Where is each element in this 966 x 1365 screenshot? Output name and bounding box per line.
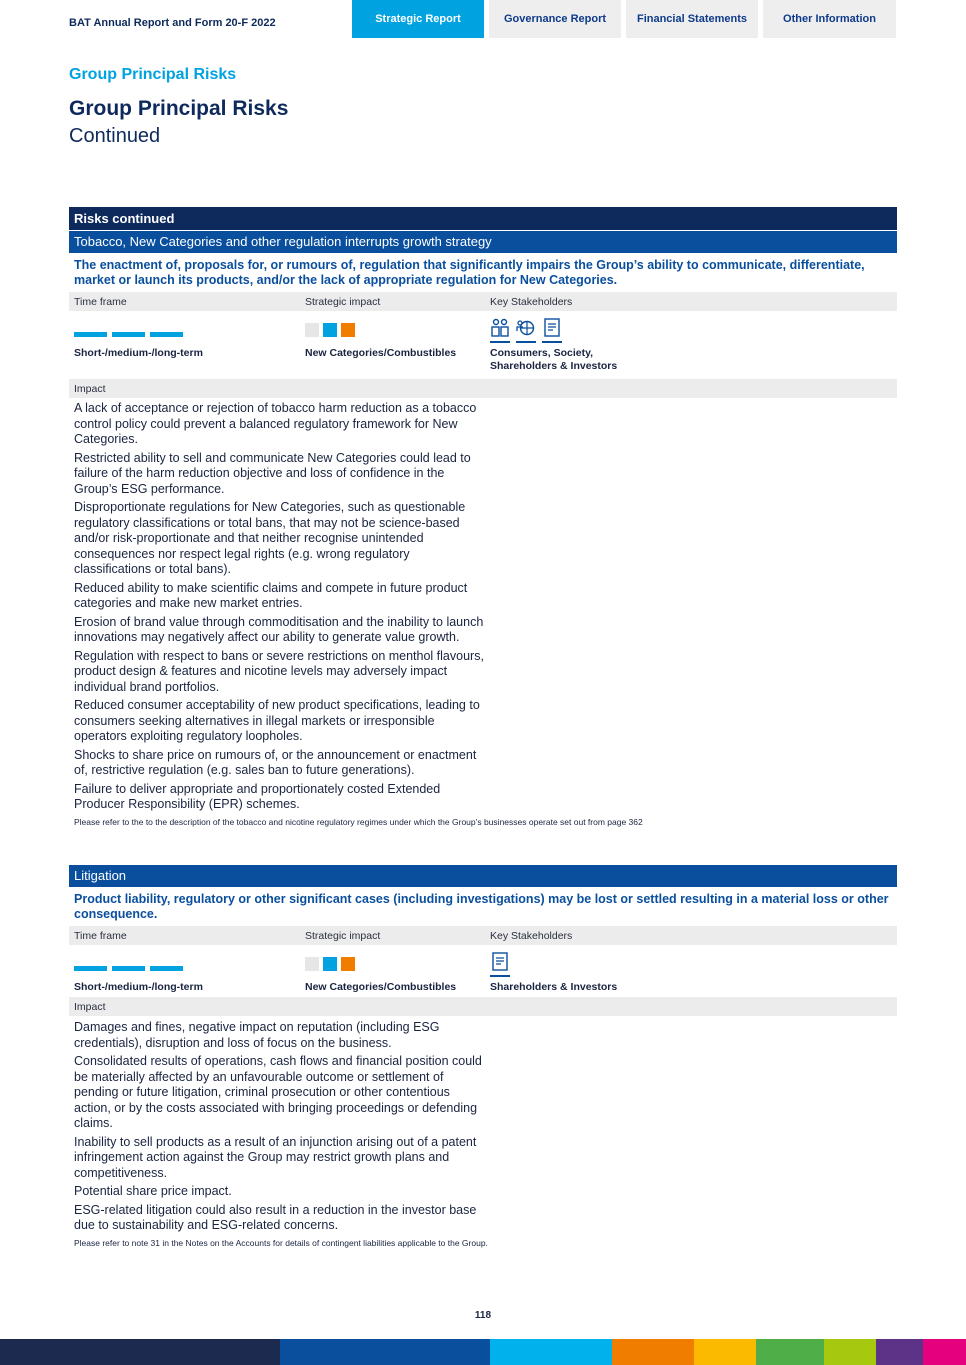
impact-label: Impact bbox=[74, 1000, 106, 1013]
impact-item: A lack of acceptance or rejection of tobacco harm reduction as a tobacco control policy could prevent a balanced regulatory framework for New Categories. bbox=[74, 401, 477, 446]
stripe-segment bbox=[0, 1339, 280, 1365]
impact-label: Impact bbox=[74, 382, 106, 395]
attributes-value-row bbox=[69, 343, 897, 373]
impact-square-grey bbox=[305, 957, 319, 971]
strategic-impact-value: New Categories/Combustibles bbox=[305, 981, 457, 993]
attributes-icon-row bbox=[69, 945, 897, 977]
footer-color-stripe bbox=[0, 1339, 966, 1365]
risk-block-litigation bbox=[69, 865, 897, 1248]
impact-item: Restricted ability to sell and communicate New Categories could lead to failure of the harm reduction objective and loss of confidence in the Group’s ESG performance. bbox=[74, 450, 471, 496]
impact-item: Failure to deliver appropriate and proportionately costed Extended Producer Responsibility (EPR) schemes. bbox=[74, 781, 441, 811]
section-label: Group Principal Risks bbox=[69, 66, 237, 83]
risk-statement: Product liability, regulatory or other significant cases (including investigations) may be lost or settled resulting in a material loss or other consequence. bbox=[74, 892, 889, 921]
impact-item: Consolidated results of operations, cash flows and financial position could be materially affected by an unfavourable outcome or settlement of pending or future litigation, criminal prosecution or other contentious action, or by the costs associated with bringing proceedings or defending claims. bbox=[74, 1054, 482, 1130]
stripe-segment bbox=[824, 1339, 876, 1365]
stripe-segment bbox=[280, 1339, 490, 1365]
time-frame-value: Short-/medium-/long-term bbox=[74, 347, 203, 359]
regulation-note: Please refer to the to the description of the tobacco and nicotine regulatory regimes under which the Group’s businesses operate set out from page 362 bbox=[74, 816, 643, 827]
attributes-value-row bbox=[69, 977, 897, 994]
long-term-bar bbox=[150, 332, 183, 337]
page-number: 118 bbox=[474, 1310, 492, 1321]
risk-title: Litigation bbox=[69, 865, 897, 887]
shareholders-icon bbox=[542, 317, 562, 343]
impact-header-row bbox=[69, 379, 897, 398]
attributes-icon-row bbox=[69, 311, 897, 343]
page-title: Group Principal Risks bbox=[69, 97, 289, 120]
impact-item: Potential share price impact. bbox=[74, 1184, 232, 1198]
stakeholders-label: Key Stakeholders bbox=[490, 295, 573, 308]
stripe-segment bbox=[756, 1339, 824, 1365]
impact-header-row bbox=[69, 997, 897, 1016]
combustibles-square bbox=[341, 957, 355, 971]
long-term-bar bbox=[150, 966, 183, 971]
impact-item: Shocks to share price on rumours of, or the announcement or enactment of, restrictive regulation (e.g. sales ban to future generations). bbox=[74, 747, 477, 777]
stakeholders-value: Consumers, Society, Shareholders & Investors bbox=[490, 347, 618, 372]
risk-title: Tobacco, New Categories and other regulation interrupts growth strategy bbox=[69, 231, 897, 253]
attributes-header-row bbox=[69, 292, 897, 311]
attributes-header-row bbox=[69, 926, 897, 945]
medium-term-bar bbox=[112, 966, 145, 971]
stripe-segment bbox=[923, 1339, 966, 1365]
combustibles-square bbox=[341, 323, 355, 337]
risk-block-regulation bbox=[69, 207, 897, 827]
impact-item: ESG-related litigation could also result in a reduction in the investor base due to sustainability and ESG-related concerns. bbox=[74, 1202, 477, 1232]
shareholders-icon bbox=[490, 951, 510, 977]
stakeholders-label: Key Stakeholders bbox=[490, 929, 573, 942]
impact-item: Damages and fines, negative impact on reputation (including ESG credentials), disruption and loss of focus on the business. bbox=[74, 1020, 440, 1050]
impact-item: Reduced ability to make scientific claims and compete in future product categories and make new market entries. bbox=[74, 580, 468, 610]
time-frame-indicator bbox=[74, 332, 305, 343]
litigation-note: Please refer to note 31 in the Notes on the Accounts for details of contingent liabilities applicable to the Group. bbox=[74, 1237, 488, 1248]
short-term-bar bbox=[74, 966, 107, 971]
strategic-impact-label: Strategic impact bbox=[305, 295, 381, 308]
strategic-impact-indicator bbox=[305, 957, 490, 977]
strategic-impact-indicator bbox=[305, 323, 490, 343]
consumers-icon bbox=[490, 317, 510, 343]
impact-list bbox=[69, 398, 489, 813]
stripe-segment bbox=[694, 1339, 756, 1365]
medium-term-bar bbox=[112, 332, 145, 337]
page-subtitle: Continued bbox=[69, 125, 161, 147]
tab-strategic-report[interactable]: Strategic Report bbox=[352, 0, 484, 38]
impact-square-grey bbox=[305, 323, 319, 337]
short-term-bar bbox=[74, 332, 107, 337]
time-frame-value: Short-/medium-/long-term bbox=[74, 981, 203, 993]
tab-other-information[interactable]: Other Information bbox=[763, 0, 896, 38]
stripe-segment bbox=[876, 1339, 923, 1365]
section-tabs bbox=[352, 0, 896, 38]
stakeholders-value: Shareholders & Investors bbox=[490, 981, 618, 993]
impact-item: Erosion of brand value through commoditisation and the inability to launch innovations may negatively affect our ability to generate value growth. bbox=[74, 614, 484, 644]
tab-financial-statements[interactable]: Financial Statements bbox=[626, 0, 758, 38]
impact-item: Reduced consumer acceptability of new product specifications, leading to consumers seeking alternatives in illegal markets or irresponsible operators exploiting regulatory loopholes. bbox=[74, 698, 480, 743]
time-frame-indicator bbox=[74, 966, 305, 977]
society-icon bbox=[516, 317, 536, 343]
stripe-segment bbox=[490, 1339, 612, 1365]
impact-item: Inability to sell products as a result of an injunction arising out of a patent infringement action against the Group may restrict growth plans and competitiveness. bbox=[74, 1134, 477, 1180]
strategic-impact-value: New Categories/Combustibles bbox=[305, 347, 457, 359]
new-categories-square bbox=[323, 323, 337, 337]
risk-statement: The enactment of, proposals for, or rumours of, regulation that significantly impairs the Group’s ability to communicate, differentiate, market or launch its products, and/or the lack of appropriate regulation for New Categories. bbox=[74, 258, 865, 287]
impact-item: Disproportionate regulations for New Categories, such as questionable regulatory classifications or total bans, that may not be science-based and/or risk-proportionate and that neither recognise unintended consequences nor respect legal rights (e.g. wrong regulatory classifications or total bans). bbox=[74, 500, 466, 576]
impact-item: Regulation with respect to bans or severe restrictions on menthol flavours, product design & features and nicotine levels may adversely impact individual brand portfolios. bbox=[74, 648, 484, 694]
time-frame-label: Time frame bbox=[74, 295, 127, 308]
strategic-impact-label: Strategic impact bbox=[305, 929, 381, 942]
new-categories-square bbox=[323, 957, 337, 971]
tab-governance-report[interactable]: Governance Report bbox=[489, 0, 621, 38]
document-label: BAT Annual Report and Form 20-F 2022 bbox=[69, 17, 276, 29]
risks-continued-header: Risks continued bbox=[69, 207, 897, 230]
stripe-segment bbox=[612, 1339, 694, 1365]
time-frame-label: Time frame bbox=[74, 929, 127, 942]
impact-list bbox=[69, 1016, 489, 1234]
